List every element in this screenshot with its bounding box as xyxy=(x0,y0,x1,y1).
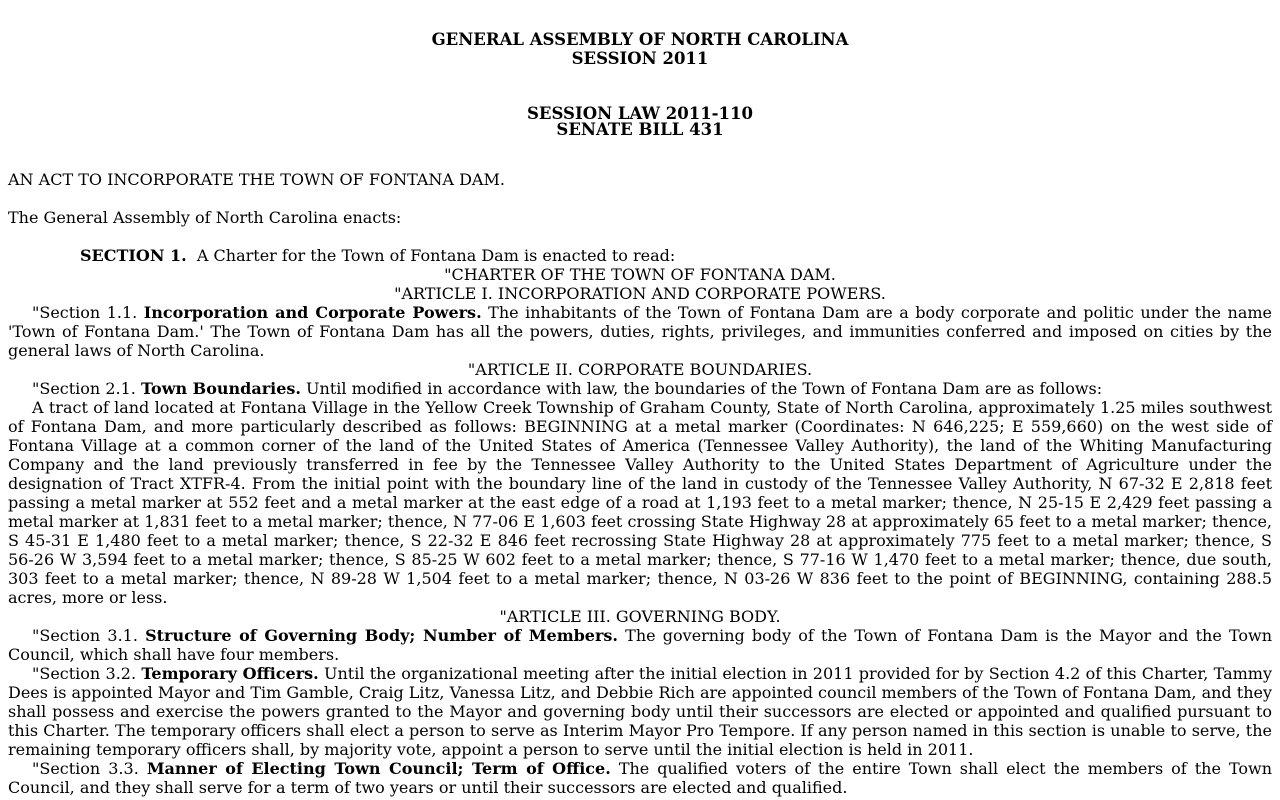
section-1-1-text: The inhabitants of the Town of Fontana Dam are a body corporate and politic under the name 'Town of Fontana Dam.' The Town of Fontana Dam has all the powers, duties, rights, privileges, and immunities conferred and imposed on cities by the general laws of North Carolina. xyxy=(8,303,1273,360)
document-page xyxy=(8,0,1272,797)
section-1-1-prefix: "Section 1.1. xyxy=(32,303,138,322)
charter-title: "CHARTER OF THE TOWN OF FONTANA DAM. xyxy=(444,265,836,284)
section-1 xyxy=(8,246,1272,265)
article-1-title: "ARTICLE I. INCORPORATION AND CORPORATE POWERS. xyxy=(394,284,886,303)
section-3-1 xyxy=(8,626,1272,664)
enacting-clause: The General Assembly of North Carolina enacts: xyxy=(8,208,402,227)
section-3-2-text: Until the organizational meeting after the initial election in 2011 provided for by Section 4.2 of this Charter, Tammy Dees is appointed Mayor and Tim Gamble, Craig Litz, Vanessa Litz, and Debbie Rich are appointed council members of the Town of Fontana Dam, and they shall possess and exercise the powers granted to the Mayor and governing body until their successors are elected or appointed and qualified pursuant to this Charter. The temporary officers shall elect a person to serve as Interim Mayor Pro Tempore. If any person named in this section is unable to serve, the remaining temporary officers shall, by majority vote, appoint a person to serve until the initial election is held in 2011. xyxy=(8,664,1272,759)
section-2-1-text: Until modified in accordance with law, the boundaries of the Town of Fontana Dam are as follows: xyxy=(306,379,1103,398)
assembly-heading: GENERAL ASSEMBLY OF NORTH CAROLINA xyxy=(431,30,849,49)
section-1-1 xyxy=(8,303,1272,360)
section-3-2-prefix: "Section 3.2. xyxy=(32,664,137,683)
article-2-title: "ARTICLE II. CORPORATE BOUNDARIES. xyxy=(467,360,813,379)
section-3-1-text: The governing body of the Town of Fontana Dam is the Mayor and the Town Council, which shall have four members. xyxy=(8,626,1273,664)
section-1-label: SECTION 1. xyxy=(80,246,187,265)
section-3-3 xyxy=(8,759,1272,797)
section-1-1-heading: Incorporation and Corporate Powers. xyxy=(143,303,482,322)
session-heading: SESSION 2011 xyxy=(571,49,709,68)
bill-heading: SENATE BILL 431 xyxy=(556,120,724,139)
section-3-3-text: The qualified voters of the entire Town shall elect the members of the Town Council, and they shall serve for a term of two years or until their successors are elected and qualified. xyxy=(8,759,1273,797)
section-2-1 xyxy=(8,379,1272,398)
article-3-title: "ARTICLE III. GOVERNING BODY. xyxy=(499,607,781,626)
section-3-1-prefix: "Section 3.1. xyxy=(32,626,138,645)
act-title: AN ACT TO INCORPORATE THE TOWN OF FONTANA DAM. xyxy=(8,170,505,189)
boundary-description: A tract of land located at Fontana Village in the Yellow Creek Township of Graham County, State of North Carolina, approximately 1.25 miles southwest of Fontana Dam, and more particularly described as follows: BEGINNING at a metal marker (Coordinates: N 646,225; E 559,660) on the west side of Fontana Village at a common corner of the land of the United States of America (Tennessee Valley Authority), the land of the Whiting Manufacturing Company and the land previously transferred in fee by the Tennessee Valley Authority to the United States Department of Agriculture under the designation of Tract XTFR-4. From the initial point with the boundary line of the land in custody of the Tennessee Valley Authority, N 67-32 E 2,818 feet passing a metal marker at 552 feet and a metal marker at the east edge of a road at 1,193 feet to a metal marker; thence, N 25-15 E 2,429 feet passing a metal marker at 1,831 feet to a metal marker; thence, N 77-06 E 1,603 feet crossing State Highway 28 at approximately 65 feet to a metal marker; thence, S 45-31 E 1,480 feet to a metal marker; thence, S 22-32 E 846 feet recrossing State Highway 28 at approximately 775 feet to a metal marker; thence, S 56-26 W 3,594 feet to a metal marker; thence, S 85-25 W 602 feet to a metal marker; thence, S 77-16 W 1,470 feet to a metal marker; thence, due south, 303 feet to a metal marker; thence, N 89-28 W 1,504 feet to a metal marker; thence, N 03-26 W 836 feet to the point of BEGINNING, containing 288.5 acres, more or less. xyxy=(8,398,1272,607)
section-2-1-prefix: "Section 2.1. xyxy=(32,379,136,398)
session-law-heading: SESSION LAW 2011-110 xyxy=(527,104,753,123)
section-3-2-heading: Temporary Officers. xyxy=(141,664,319,683)
section-3-1-heading: Structure of Governing Body; Number of Members. xyxy=(145,626,618,645)
section-2-1-heading: Town Boundaries. xyxy=(140,379,301,398)
section-3-3-prefix: "Section 3.3. xyxy=(32,759,139,778)
section-3-2 xyxy=(8,664,1272,759)
section-1-text: A Charter for the Town of Fontana Dam is enacted to read: xyxy=(196,246,676,265)
section-3-3-heading: Manner of Electing Town Council; Term of Office. xyxy=(146,759,611,778)
